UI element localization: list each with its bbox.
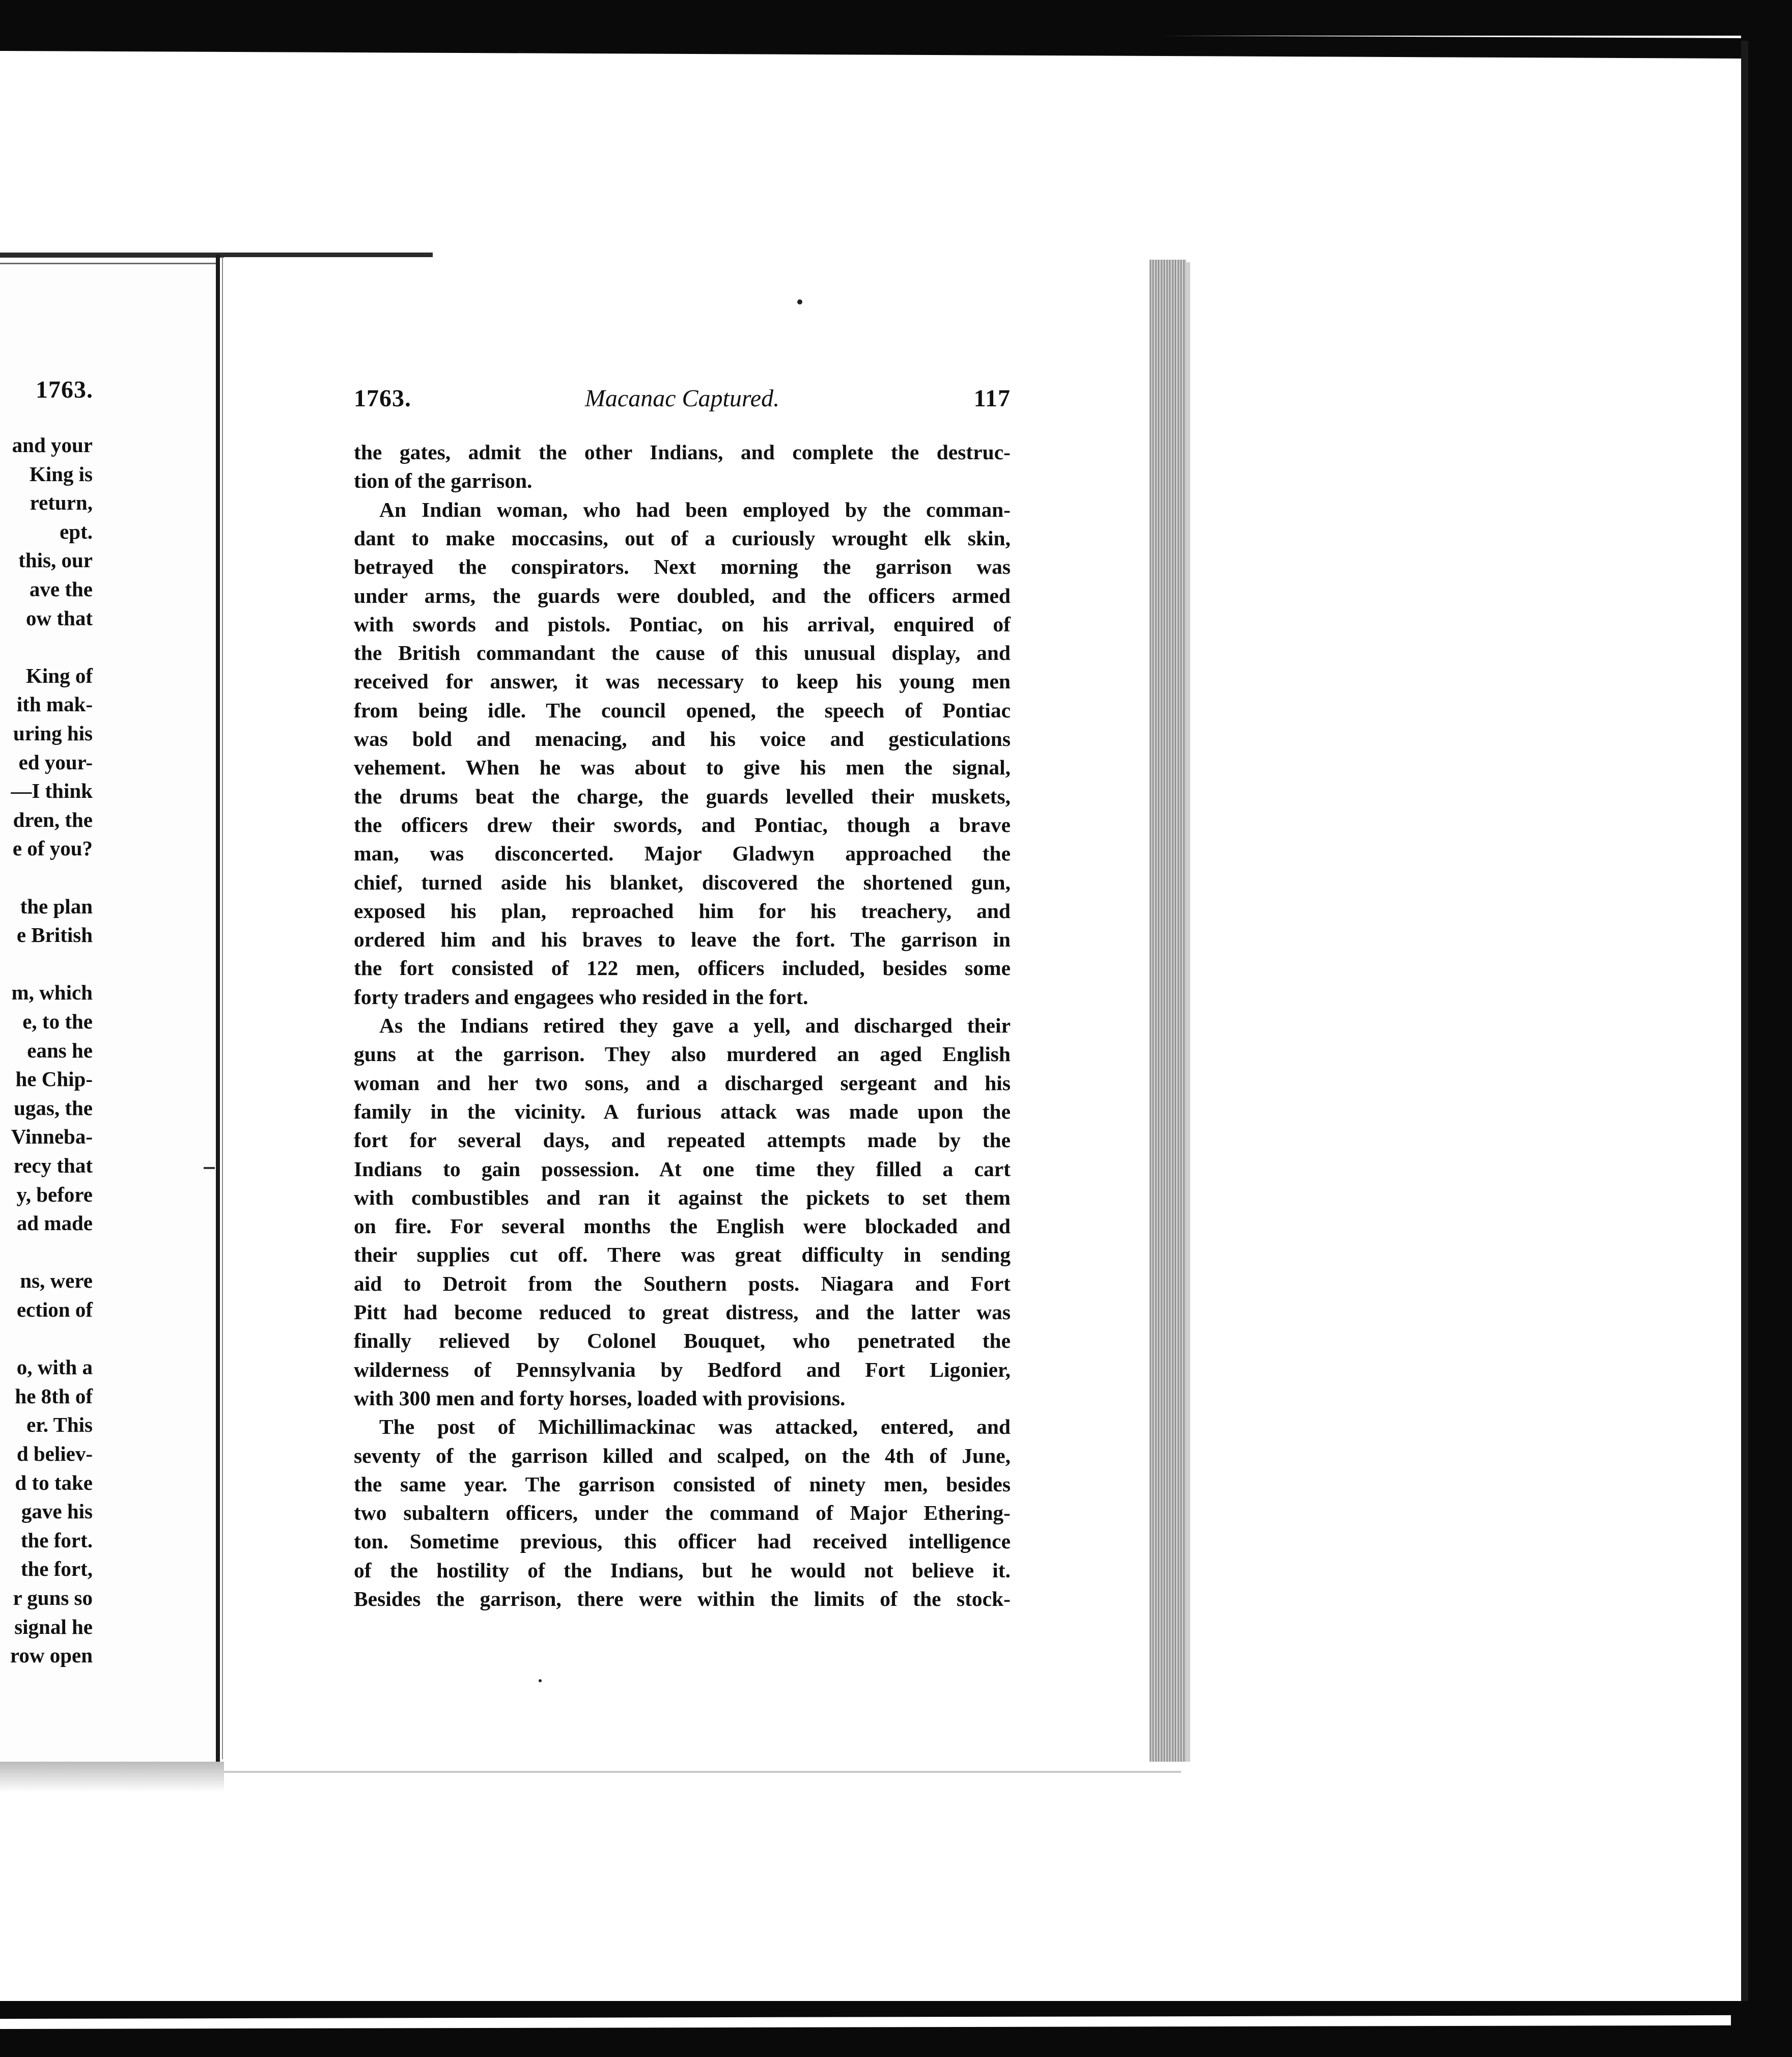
gutter-shadow [0, 1762, 224, 1792]
text-line: with 300 men and forty horses, loaded with provisions. [354, 1386, 846, 1410]
book-gutter [216, 255, 220, 1762]
text-line: ton. Sometime previous, this officer had received intelligence [354, 1530, 1011, 1553]
text-line: the fort consisted of 122 men, officers included, besides some [354, 956, 1011, 980]
left-page-line: er. This [26, 1413, 93, 1437]
text-line: family in the vicinity. A furious attack was made upon the [354, 1099, 1011, 1123]
running-head-year: 1763. [354, 385, 411, 412]
text-line: under arms, the guards were doubled, and the officers armed [354, 583, 1011, 607]
text-line: betrayed the conspirators. Next morning the garrison was [354, 555, 1011, 579]
left-page-line: dren, the [13, 808, 93, 831]
left-page-running-head-year: 1763. [36, 376, 93, 403]
text-line: forty traders and engagees who resided in the fort. [354, 985, 808, 1009]
text-line: man, was disconcerted. Major Gladwyn approached the [354, 842, 1011, 866]
text-line: their supplies cut off. There was great difficulty in sending [354, 1243, 1011, 1267]
left-page-line: ad made [16, 1211, 93, 1235]
page-number: 117 [973, 385, 1011, 412]
text-line: Besides the garrison, there were within the limits of the stock- [354, 1587, 1011, 1610]
scan-border-right-edge [1741, 41, 1748, 2006]
page-stack-shadow [1186, 262, 1190, 1762]
text-line: two subaltern officers, under the command of Major Ethering- [354, 1501, 1011, 1525]
gutter-mark [204, 1167, 215, 1169]
left-page-line: recy that [13, 1154, 93, 1177]
speck [797, 299, 802, 304]
left-page-line: row open [10, 1644, 93, 1667]
left-page-line: d to take [15, 1470, 93, 1494]
left-page-line: ith mak- [16, 692, 93, 716]
left-page-line: the fort. [20, 1528, 93, 1552]
text-line: was bold and menacing, and his voice and gesticulations [354, 727, 1011, 750]
text-line: with combustibles and ran it against the pickets to set them [354, 1185, 1011, 1209]
left-page-line: the plan [20, 894, 93, 918]
scan-border-top [0, 0, 1792, 36]
left-page-line: King is [29, 462, 93, 486]
left-page-line: he Chip- [15, 1067, 93, 1091]
text-line: wilderness of Pennsylvania by Bedford and Fort Ligonier, [354, 1357, 1011, 1381]
text-line: fort for several days, and repeated attempts made by the [354, 1128, 1011, 1152]
left-page-line: uring his [13, 721, 93, 745]
page-bottom-edge [224, 1771, 1181, 1773]
left-page-line: ed your- [18, 750, 93, 774]
text-line: Indians to gain possession. At one time they filled a cart [354, 1157, 1011, 1181]
text-line: received for answer, it was necessary to keep his young men [354, 670, 1011, 693]
left-page-line: m, which [11, 981, 93, 1005]
text-line: on fire. For several months the English were blockaded and [354, 1214, 1011, 1238]
text-line: aid to Detroit from the Southern posts. Niagara and Fort [354, 1271, 1011, 1295]
scan-border-right [1741, 0, 1792, 2057]
text-line: from being idle. The council opened, the speech of Pontiac [354, 698, 1011, 722]
speck [539, 1679, 542, 1682]
text-line: As the Indians retired they gave a yell, and discharged their [379, 1014, 1011, 1037]
left-page-line: y, before [16, 1182, 93, 1206]
left-page-line: Vinneba- [11, 1125, 93, 1149]
left-page-line: ept. [60, 519, 93, 543]
left-page-line: d believ- [16, 1442, 93, 1465]
left-page-line: —I think [11, 779, 93, 803]
left-page-line: ugas, the [14, 1096, 93, 1120]
left-page-line: gave his [21, 1499, 93, 1523]
text-line: Pitt had become reduced to great distress, and the latter was [354, 1300, 1011, 1324]
text-line: chief, turned aside his blanket, discovered the shortened gun, [354, 870, 1011, 894]
text-line: with swords and pistols. Pontiac, on his arrival, enquired of [354, 612, 1011, 636]
text-line: the British commandant the cause of this unusual display, and [354, 641, 1011, 665]
left-page-line: r guns so [13, 1586, 93, 1609]
running-head-title: Macanac Captured. [584, 385, 780, 412]
text-line: the drums beat the charge, the guards levelled their muskets, [354, 784, 1011, 808]
left-page-line: e, to the [22, 1010, 93, 1033]
left-page-line: this, our [18, 548, 93, 572]
left-page-line: and your [12, 433, 93, 457]
text-line: finally relieved by Colonel Bouquet, who penetrated the [354, 1329, 1011, 1353]
left-page-line: signal he [14, 1615, 93, 1638]
text-line: the officers drew their swords, and Pontiac, though a brave [354, 813, 1011, 837]
text-line: The post of Michillimackinac was attacked, entered, and [379, 1415, 1011, 1439]
text-line: dant to make moccasins, out of a curiously wrought elk skin, [354, 526, 1011, 550]
text-line: the same year. The garrison consisted of ninety men, besides [354, 1472, 1011, 1496]
book-gutter-edge [222, 257, 223, 1759]
text-line: An Indian woman, who had been employed by the comman- [379, 497, 1011, 521]
scan-border-bottom [0, 2001, 1792, 2057]
text-line: woman and her two sons, and a discharged sergeant and his [354, 1071, 1011, 1095]
running-head [354, 384, 1011, 415]
left-page-line: e British [16, 923, 93, 947]
left-page-line: ow that [26, 606, 93, 630]
left-page-line: he 8th of [15, 1384, 93, 1408]
left-page-line: ave the [29, 577, 93, 601]
page-stack-edge [1150, 260, 1186, 1762]
text-line: seventy of the garrison killed and scalped, on the 4th of June, [354, 1443, 1011, 1467]
left-page-line: o, with a [16, 1355, 93, 1379]
text-line: of the hostility of the Indians, but he would not believe it. [354, 1558, 1011, 1582]
left-page-line: e of you? [12, 837, 93, 860]
text-line: tion of the garrison. [354, 469, 533, 493]
left-page-line: eans he [27, 1038, 93, 1062]
left-page-line: return, [30, 491, 93, 515]
left-page-line: King of [26, 663, 93, 687]
text-line: exposed his plan, reproached him for his treachery, and [354, 899, 1011, 923]
left-page-rule-thin [0, 263, 219, 264]
text-line: ordered him and his braves to leave the fort. The garrison in [354, 928, 1011, 952]
text-line: vehement. When he was about to give his men the signal, [354, 756, 1011, 780]
text-line: the gates, admit the other Indians, and complete the destruc- [354, 440, 1011, 464]
left-page-line: ection of [16, 1298, 93, 1321]
left-page-line: the fort, [20, 1557, 93, 1581]
text-line: guns at the garrison. They also murdered an aged English [354, 1042, 1011, 1066]
left-page-line: ns, were [20, 1269, 93, 1293]
